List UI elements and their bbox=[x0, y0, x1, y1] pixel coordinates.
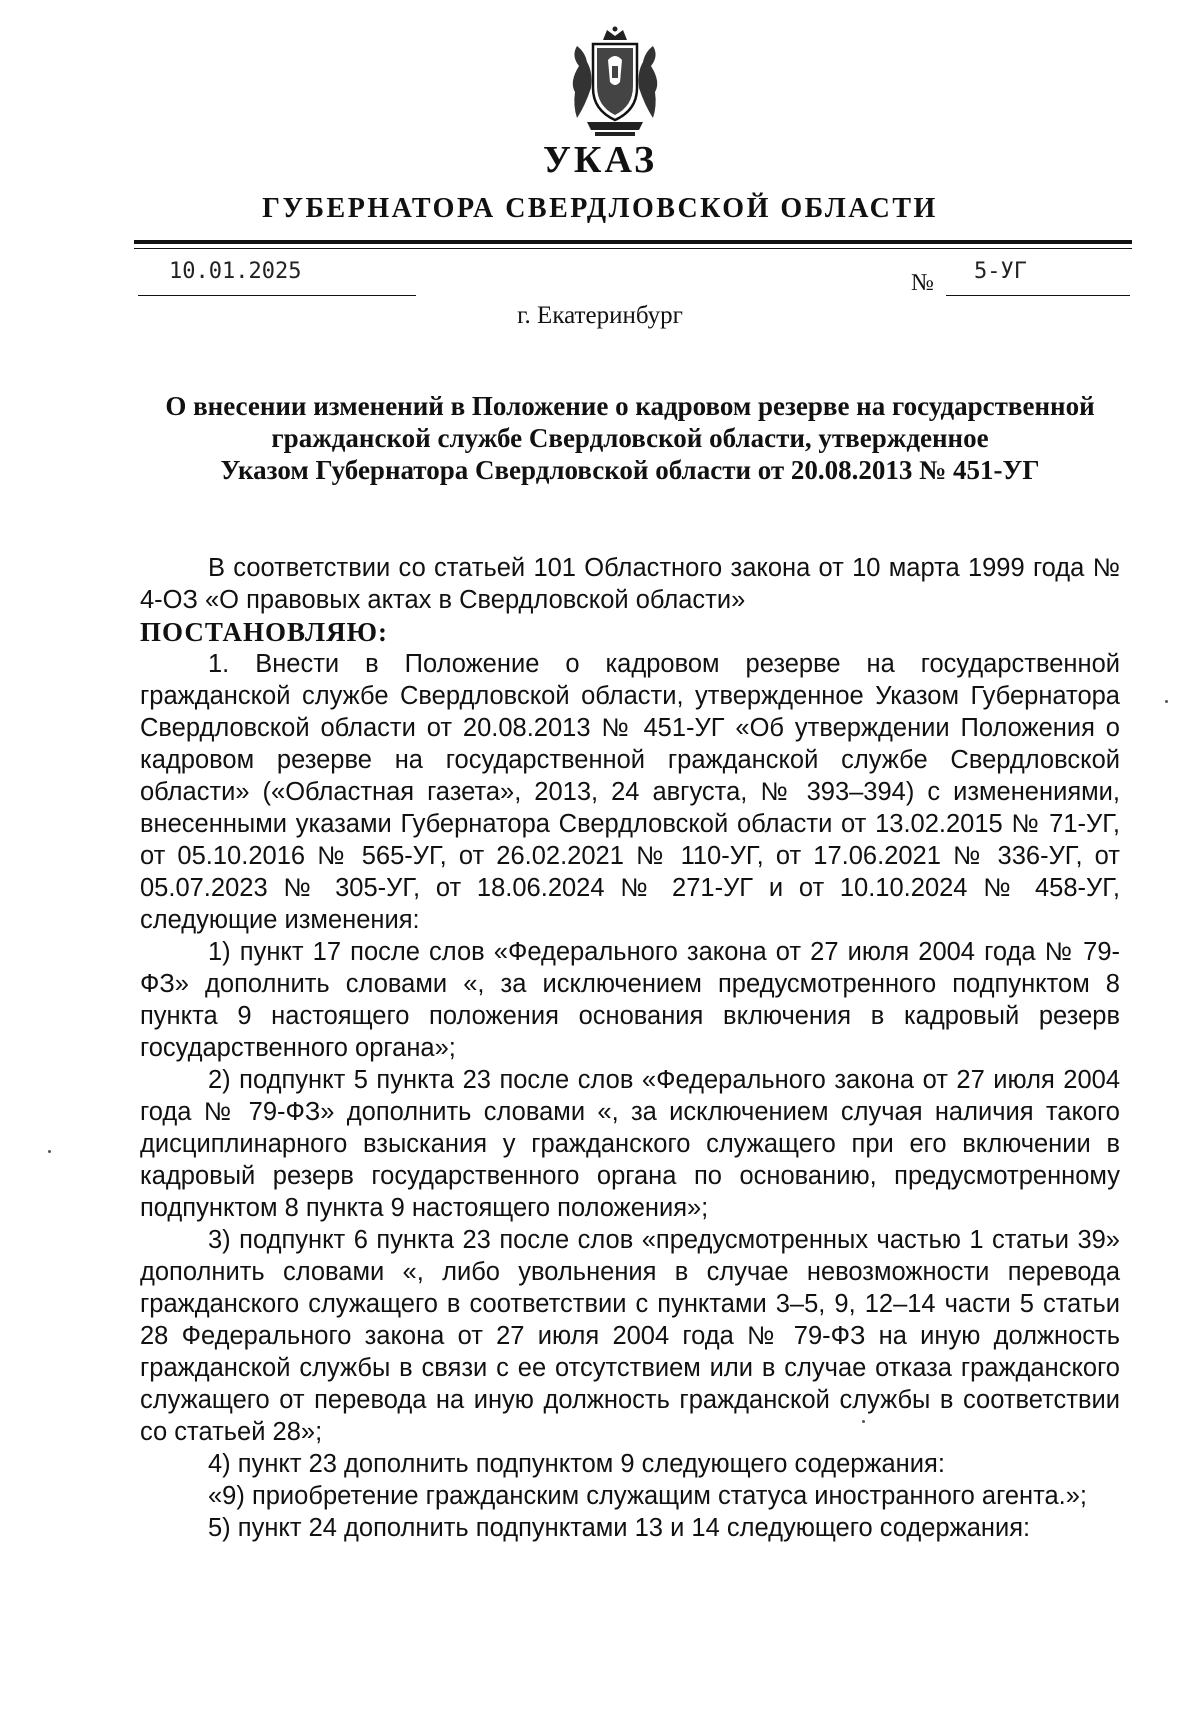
heading-line: Указом Губернатора Свердловской области от 20.08.2013 № 451-УГ bbox=[220, 455, 1040, 485]
number-label: № bbox=[911, 270, 934, 296]
number-value: 5-УГ bbox=[974, 259, 1027, 284]
scan-speck bbox=[1165, 700, 1168, 703]
doc-type-title: УКАЗ bbox=[543, 139, 657, 181]
body-paragraph: 1) пункт 17 после слов «Федерального закона от 27 июля 2004 года № 79-ФЗ» дополнить словами «, за исключением предусмотренного подпунктом 8 пункта 9 настоящего положения основания включения в кадровый резерв государственного органа»; bbox=[140, 938, 1120, 1062]
header-rule-thick bbox=[134, 240, 1132, 244]
city-line: г. Екатеринбург bbox=[517, 302, 683, 329]
date-field bbox=[138, 259, 416, 296]
body-paragraph: 3) подпункт 6 пункта 23 после слов «предусмотренных частью 1 статьи 39» дополнить словами «, либо увольнения в случае невозможности перевода гражданского служащего в соответствии с пунктами 3–5, 9, 12–14 части 5 статьи 28 Федерального закона от 27 июля 2004 года № 79-ФЗ на иную должность гражданской службы в связи с ее отсутствием или в случае отказа гражданского служащего от перевода на иную должность гражданской службы в соответствии со статьей 28»; bbox=[140, 1226, 1120, 1446]
body-paragraph: 5) пункт 24 дополнить подпунктами 13 и 14 следующего содержания: bbox=[208, 1514, 1031, 1542]
scan-speck bbox=[862, 1420, 865, 1423]
scan-speck bbox=[48, 1150, 51, 1153]
body-paragraph: 2) подпункт 5 пункта 23 после слов «Федерального закона от 27 июля 2004 года № 79-ФЗ» дополнить словами «, за исключением случая наличия такого дисциплинарного взыскания у гражданского служащего при его включении в кадровый резерв государственного органа по основанию, предусмотренному подпунктом 8 пункта 9 настоящего положения»; bbox=[140, 1066, 1120, 1222]
decree-body bbox=[140, 552, 1120, 1544]
issuer-title: ГУБЕРНАТОРА СВЕРДЛОВСКОЙ ОБЛАСТИ bbox=[262, 193, 938, 224]
number-field bbox=[946, 259, 1130, 296]
coat-of-arms-emblem bbox=[565, 26, 665, 138]
preamble-paragraph: В соответствии со статьей 101 Областного закона от 10 марта 1999 года № 4-ОЗ «О правовых актах в Свердловской области» bbox=[140, 554, 1120, 614]
body-paragraph: 1. Внести в Положение о кадровом резерве на государственной гражданской службе Свердловской области, утвержденное Указом Губернатора Свердловской области от 20.08.2013 № 451-УГ «Об утверждении Положения о кадровом резерве на государственной гражданской службе Свердловской области» («Областная газета», 2013, 24 августа, № 393–394) с изменениями, внесенными указами Губернатора Свердловской области от 13.02.2015 № 71-УГ, от 05.10.2016 № 565-УГ, от 26.02.2021 № 110-УГ, от 17.06.2021 № 336-УГ, от 05.07.2023 № 305-УГ, от 18.06.2024 № 271-УГ и от 10.10.2024 № 458-УГ, следующие изменения: bbox=[140, 650, 1120, 934]
decree-heading bbox=[130, 390, 1130, 486]
heading-line: гражданской службе Свердловской области, утвержденное bbox=[271, 423, 989, 453]
body-paragraph: 4) пункт 23 дополнить подпунктом 9 следующего содержания: bbox=[208, 1450, 945, 1478]
date-value: 10.01.2025 bbox=[169, 259, 302, 284]
header-rule-thin bbox=[134, 248, 1132, 249]
body-paragraph: «9) приобретение гражданским служащим статуса иностранного агента.»; bbox=[208, 1482, 1088, 1510]
order-word: ПОСТАНОВЛЯЮ: bbox=[140, 617, 388, 647]
heading-line: О внесении изменений в Положение о кадровом резерве на государственной bbox=[165, 391, 1095, 421]
